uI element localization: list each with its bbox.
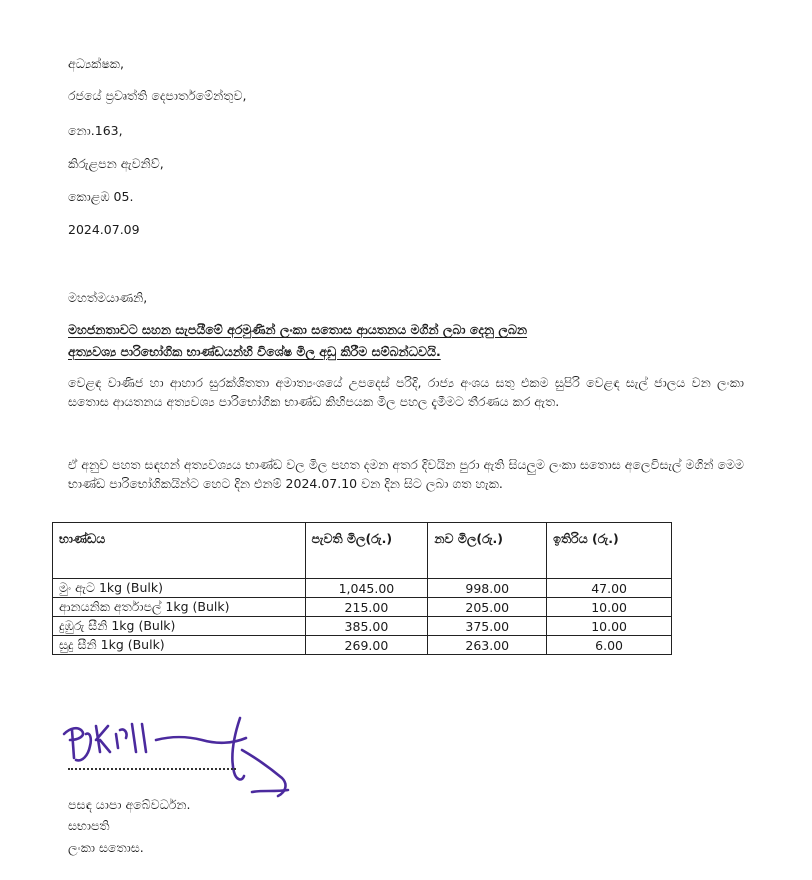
handwritten-signature bbox=[56, 706, 306, 810]
signature-dotted-line bbox=[68, 768, 236, 770]
new-price: 998.00 bbox=[428, 579, 547, 598]
address-line-department: රජයේ ප්‍රවෘත්ති දෙපාර්තමේන්තුව, bbox=[68, 88, 247, 103]
saving: 47.00 bbox=[547, 579, 672, 598]
signatory-title: සභාපති bbox=[68, 818, 110, 833]
address-line-title: අධ්‍යක්ෂක, bbox=[68, 56, 124, 71]
new-price: 205.00 bbox=[428, 598, 547, 617]
table-row bbox=[53, 636, 672, 655]
letter-date: 2024.07.09 bbox=[68, 222, 140, 237]
new-price: 375.00 bbox=[428, 617, 547, 636]
saving: 6.00 bbox=[547, 636, 672, 655]
old-price: 385.00 bbox=[305, 617, 428, 636]
table-row bbox=[53, 598, 672, 617]
old-price: 269.00 bbox=[305, 636, 428, 655]
column-header-old-price: පැවති මිල(රු.) bbox=[305, 523, 428, 579]
new-price: 263.00 bbox=[428, 636, 547, 655]
body-paragraph-2: ඒ අනුව පහත සඳහන් අත්‍යවශ්‍යය භාණ්ඩ වල මිල පහත දමන අතර දිවයින පුරා ඇති සියලුම ලංකා සතොස අලෙවිසැල් මගින් මෙම භාණ්ඩ පාරිභෝගිකයින්ට හෙට දින එනම් 2024.07.10 වන දින සිට ලබා ගත හැක. bbox=[68, 457, 744, 491]
address-line-city: කොළඹ 05. bbox=[68, 189, 134, 204]
item-name: ආනයනික අර්තාපල් 1kg (Bulk) bbox=[53, 598, 306, 617]
column-header-item: භාණ්ඩය bbox=[53, 523, 306, 579]
saving: 10.00 bbox=[547, 598, 672, 617]
column-header-saving: ඉතිරිය (රු.) bbox=[547, 523, 672, 579]
signatory-name: පසඳ යාපා අබේවර්ධන. bbox=[68, 797, 191, 812]
table-row bbox=[53, 579, 672, 598]
saving: 10.00 bbox=[547, 617, 672, 636]
table-row bbox=[53, 617, 672, 636]
signatory-organization: ලංකා සතොස. bbox=[68, 840, 144, 855]
address-line-number: නො.163, bbox=[68, 123, 123, 138]
column-header-new-price: නව මිල(රු.) bbox=[428, 523, 547, 579]
subject-line-2: අත්‍යවශ්‍ය පාරිභෝගික භාණ්ඩයන්හි විශේෂ මිල අඩු කිරීම සම්බන්ධවයි. bbox=[68, 344, 441, 359]
old-price: 215.00 bbox=[305, 598, 428, 617]
price-table bbox=[52, 522, 672, 655]
table-header-row bbox=[53, 523, 672, 579]
address-line-street: කිරුළපන ඇවනිව්, bbox=[68, 156, 164, 171]
salutation: මහත්මයාණනි, bbox=[68, 290, 148, 305]
subject-line-1: මහජනතාවට සහන සැපයීමේ අරමුණින් ලංකා සතොස ආයතනය මගින් ලබා දෙනු ලබන bbox=[68, 322, 528, 337]
item-name: මුං ඇට 1kg (Bulk) bbox=[53, 579, 306, 598]
old-price: 1,045.00 bbox=[305, 579, 428, 598]
item-name: දුඹුරු සීනි 1kg (Bulk) bbox=[53, 617, 306, 636]
item-name: සුදු සීනි 1kg (Bulk) bbox=[53, 636, 306, 655]
body-paragraph-1: වෙළඳ වාණිජ හා ආහාර සුරක්ශිතතා අමාත්‍යංශයේ උපදෙස් පරිදි, රාජ්‍ය අංශය සතු එකම සුපිරි වෙළඳ සැල් ජාලය වන ලංකා සතොස ආයතනය අත්‍යවශ්‍ය පාරිභෝගික භාණ්ඩ කිහිපයක මිල පහල දැමීමට තීරණය කර ඇත. bbox=[68, 375, 744, 409]
